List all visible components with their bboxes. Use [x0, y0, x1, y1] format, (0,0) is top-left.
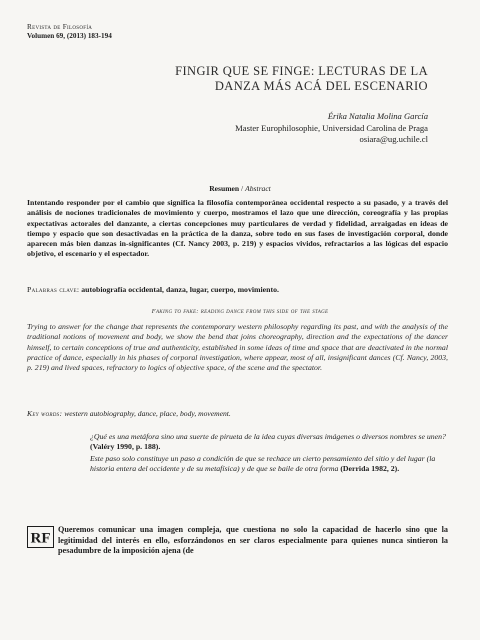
author-email: osiara@ug.uchile.cl [359, 134, 428, 144]
author-affiliation: Master Europhilosophie, Universidad Carolina de Praga [235, 122, 428, 133]
journal-name: Revista de Filosofía [27, 23, 93, 31]
english-keywords [27, 409, 448, 418]
epigraph-quote-1-source: (Valéry 1990, p. 188). [90, 442, 161, 452]
article-title-line-2: DANZA MÁS ACÁ DEL ESCENARIO [214, 79, 428, 93]
author-name: Érika Natalia Molina García [327, 111, 428, 121]
abstract-text: Intentando responder por el cambio que significa la filosofía contemporánea occidental respecto a su pasado, y a través del análisis de nociones tradicionales de movimiento y cuerpo, mostramos el lazo que une dirección, coreografía y las propias expectativas actorales del danzante, a ciertas concepciones muy particulares de verdad y fidelidad, arraigadas en ideas de tiempo y espacio que son desactivadas en la práctica de la danza, sobre todo en sus fases de investigación corporal, donde aparecen más bien danzas in-significantes (Cf. Nancy 2003, p. 219) y espacios vividos, refractarios a las lógicas del espacio objetivo, el escenario y el espectador. [27, 198, 448, 259]
keywords-list: autobiografía occidental, danza, lugar, cuerpo, movimiento. [81, 285, 279, 294]
abstract-heading-es: Resumen [209, 184, 240, 193]
article-title [98, 64, 428, 94]
keywords-label: Palabras clave: [27, 285, 80, 294]
epigraph-quote-1-text: ¿Qué es una metáfora sino una suerte de pirueta de la idea cuyas diversas imágenes o diversos nombres se unen? [90, 432, 446, 441]
body-paragraph [27, 525, 448, 557]
english-keywords-list: western autobiography, dance, place, body, movement. [64, 409, 231, 418]
epigraph-quote-2-source: (Derrida 1982, 2). [340, 463, 400, 473]
abstract-heading-separator: / [239, 184, 246, 193]
body-paragraph-text: Queremos comunicar una imagen compleja, que cuestiona no solo la capacidad de hacerlo sino que la legitimidad del interés en ello, esforzándonos en ser claros especialmente para quienes nunca sintieron la pesadumbre de la imposición ajena (de [58, 525, 448, 556]
epigraph-quote-1 [90, 432, 448, 453]
journal-volume: Volumen 69, (2013) 183-194 [27, 32, 112, 40]
epigraph-quote-2 [90, 454, 448, 475]
journal-logo-icon [27, 526, 54, 548]
keywords [27, 285, 448, 294]
journal-header [27, 23, 112, 41]
english-keywords-label: Key words: [27, 409, 63, 418]
epigraph [90, 432, 448, 474]
abstract-heading [0, 184, 480, 193]
author-block [98, 111, 428, 146]
journal-logo-text: RF [30, 530, 51, 547]
english-title: Faking to fake: reading dance from this side of the stage [151, 308, 329, 315]
english-abstract: Trying to answer for the change that represents the contemporary western philosophy regarding its past, and with the analysis of the traditional notions of movement and body, we show the bend that joins choreography, direction and the expectations of the dancer himself, to certain conceptions of true and authenticity, established in some ideas of time and space that are deactivated in the normal practice of dance, especially in his phases of corporal investigation, where appear, most of all, insignificant dances (Cf. Nancy, 2003, p. 219) and lived spaces, refractory to logics of objective space, of the scene and the spectator. [27, 322, 448, 373]
epigraph-quote-2-text: Este paso solo constituye un paso a condición de que se rechace un cierto pensamiento del sitio y del lugar (la historia entera del occidente y de su metafísica) y de que se baile de otra forma [90, 453, 436, 473]
abstract-heading-en: Abstract [245, 184, 271, 193]
article-title-line-1: FINGIR QUE SE FINGE: LECTURAS DE LA [175, 64, 428, 78]
